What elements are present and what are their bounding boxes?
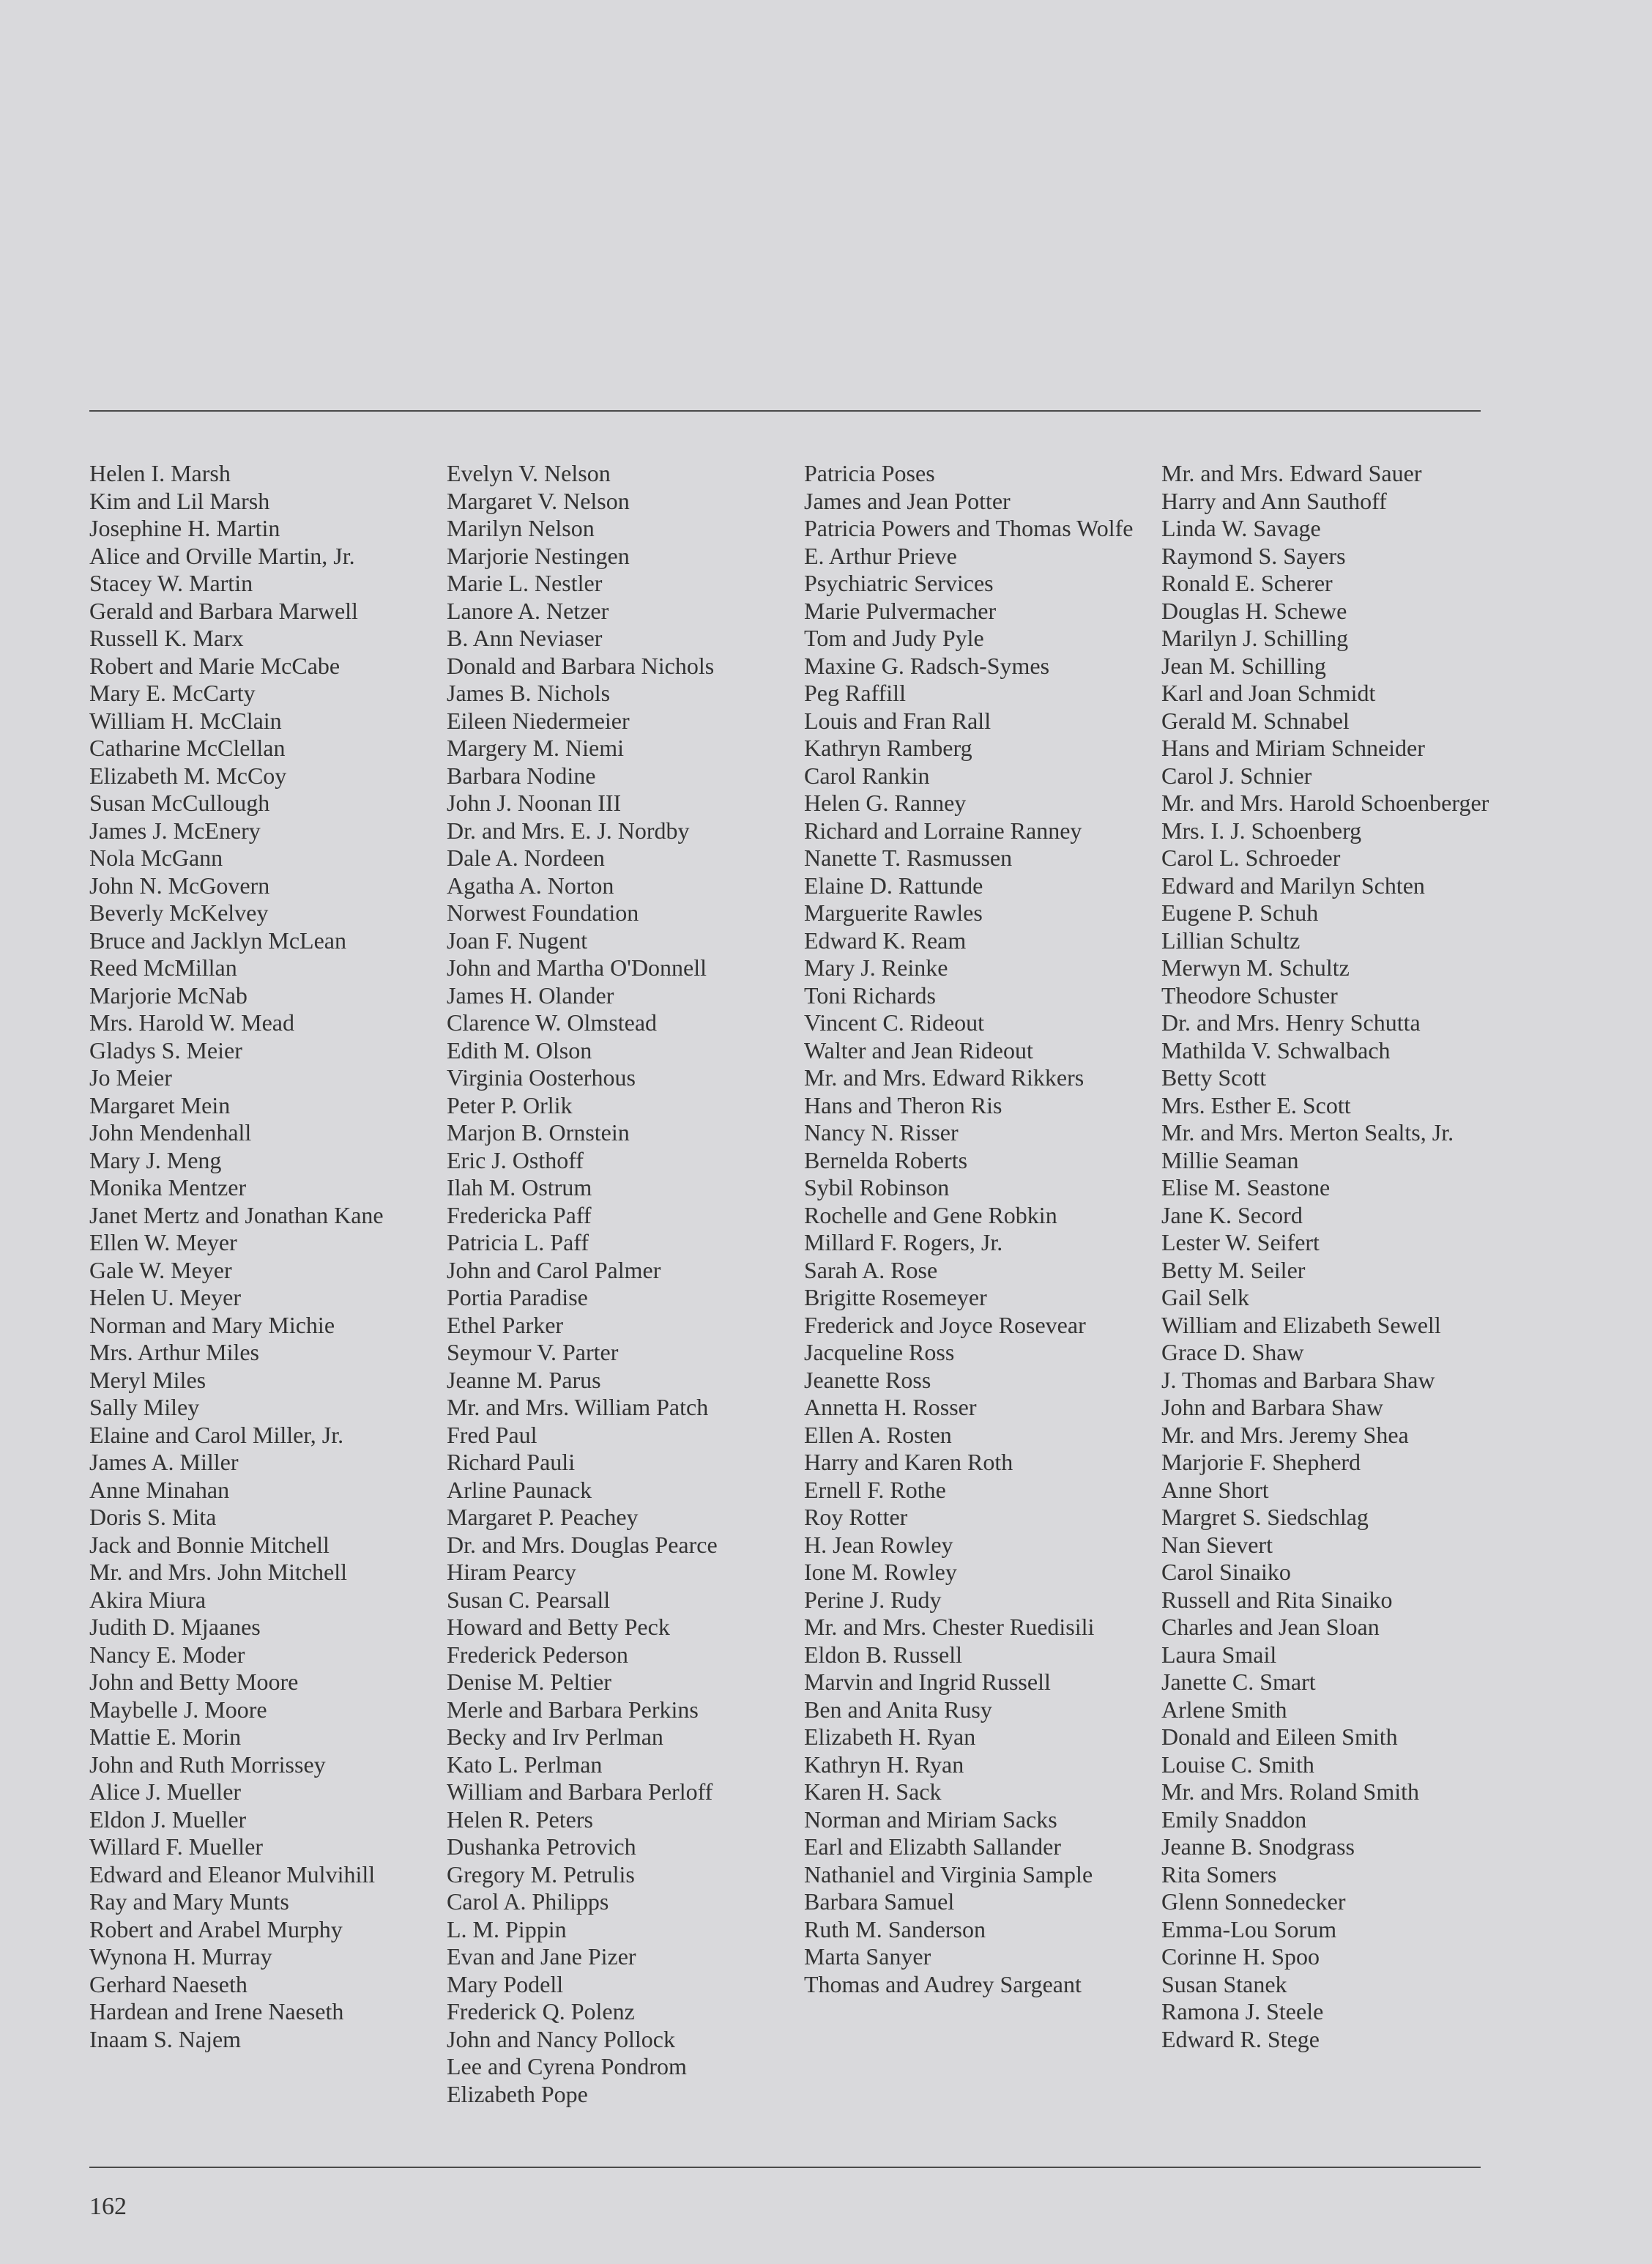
donor-name: Merle and Barbara Perkins [447,1696,699,1723]
donor-name: Mr. and Mrs. John Mitchell [89,1559,347,1585]
donor-name: Portia Paradise [447,1284,588,1310]
donor-name: Vincent C. Rideout [804,1009,985,1036]
donor-name: Hiram Pearcy [447,1559,576,1585]
donor-name: Sybil Robinson [804,1174,950,1200]
donor-name: Richard Pauli [447,1449,576,1475]
donor-name: Eric J. Osthoff [447,1146,584,1173]
donor-name: Lanore A. Netzer [447,597,609,624]
donor-name: Ramona J. Steele [1161,1998,1324,2024]
donor-name: Nan Sievert [1161,1531,1273,1558]
donor-name: Mattie E. Morin [89,1723,242,1750]
donor-name: Kim and Lil Marsh [89,487,270,514]
donor-name: Margaret Mein [89,1091,231,1118]
donor-name: Frederick Q. Polenz [447,1998,635,2024]
donor-name: Elizabeth M. McCoy [89,762,287,789]
donor-name: Carol Sinaiko [1161,1559,1291,1585]
donor-name: Mr. and Mrs. Edward Rikkers [804,1064,1084,1091]
donor-column-2 [447,460,804,2108]
donor-name: Patricia L. Paff [447,1229,589,1255]
donor-name: Toni Richards [804,981,936,1009]
donor-name: Louise C. Smith [1161,1751,1314,1778]
donor-name: John and Ruth Morrissey [89,1751,326,1778]
donor-name: Bruce and Jacklyn McLean [89,927,346,954]
donor-name: Helen I. Marsh [89,460,231,486]
donor-name: Kathryn Ramberg [804,735,972,761]
donor-name: Ethel Parker [447,1311,564,1338]
donor-name: Tom and Judy Pyle [804,625,984,651]
donor-name: Marvin and Ingrid Russell [804,1669,1051,1695]
donor-name: Virginia Oosterhous [447,1064,636,1091]
donor-name: Louis and Fran Rall [804,707,991,734]
donor-name: Donald and Eileen Smith [1161,1723,1398,1750]
donor-name: Ellen A. Rosten [804,1421,952,1448]
donor-name: Eileen Niedermeier [447,707,630,734]
donor-name: Emma-Lou Sorum [1161,1915,1337,1942]
donor-name: Mr. and Mrs. Merton Sealts, Jr. [1161,1119,1454,1146]
donor-name: Jeanette Ross [804,1366,931,1393]
donor-name: Meryl Miles [89,1366,206,1393]
donor-name: Ione M. Rowley [804,1559,957,1585]
donor-name: Nola McGann [89,845,223,871]
donor-name: Robert and Arabel Murphy [89,1915,343,1942]
donor-name: Edward and Eleanor Mulvihill [89,1860,376,1888]
donor-name: Russell and Rita Sinaiko [1161,1586,1393,1613]
donor-name: Lee and Cyrena Pondrom [447,2053,687,2079]
donor-name: Annetta H. Rosser [804,1394,977,1420]
donor-name: Mary E. McCarty [89,680,256,706]
donor-name: Douglas H. Schewe [1161,597,1347,624]
donor-name: Lillian Schultz [1161,927,1301,954]
donor-name: Carol J. Schnier [1161,762,1312,789]
donor-name: John and Carol Palmer [447,1256,661,1283]
donor-name: James H. Olander [447,981,614,1009]
donor-name: John and Barbara Shaw [1161,1394,1384,1420]
donor-name: E. Arthur Prieve [804,542,957,569]
donor-name: Barbara Nodine [447,762,596,789]
donor-name: Kato L. Perlman [447,1751,603,1778]
donor-name: Janette C. Smart [1161,1669,1316,1695]
donor-name: Merwyn M. Schultz [1161,954,1350,981]
donor-name: Margaret V. Nelson [447,487,630,514]
donor-name: Karl and Joan Schmidt [1161,680,1376,706]
donor-name: Arline Paunack [447,1476,592,1503]
donor-name: Elaine and Carol Miller, Jr. [89,1421,344,1448]
donor-name: Sarah A. Rose [804,1256,938,1283]
donor-name: Jeanne M. Parus [447,1366,601,1393]
donor-name: Barbara Samuel [804,1888,955,1915]
donor-name: Anne Short [1161,1476,1269,1503]
donor-name: Laura Smail [1161,1641,1277,1668]
donor-name: Nanette T. Rasmussen [804,845,1013,871]
donor-name: Nancy N. Risser [804,1119,959,1146]
donor-name: Marguerite Rawles [804,899,983,926]
donor-name: Mr. and Mrs. Harold Schoenberger [1161,790,1489,816]
donor-name: Norman and Mary Michie [89,1311,335,1338]
donor-name: Thomas and Audrey Sargeant [804,1970,1082,1997]
donor-name: Mrs. Harold W. Mead [89,1009,294,1036]
donor-name: L. M. Pippin [447,1915,567,1942]
donor-name: Marjorie F. Shepherd [1161,1449,1361,1475]
donor-name: Mathilda V. Schwalbach [1161,1036,1391,1064]
donor-name: Dr. and Mrs. E. J. Nordby [447,817,690,844]
donor-name: Hans and Theron Ris [804,1091,1002,1118]
donor-name: Gerald and Barbara Marwell [89,597,358,624]
donor-name: Mrs. Arthur Miles [89,1339,259,1365]
donor-name: Willard F. Mueller [89,1833,263,1860]
donor-name: Gale W. Meyer [89,1256,232,1283]
donor-name: Marta Sanyer [804,1943,931,1970]
donor-name: Josephine H. Martin [89,515,280,541]
donor-name: Susan C. Pearsall [447,1586,611,1613]
donor-name: Nancy E. Moder [89,1641,245,1668]
donor-name: John and Martha O'Donnell [447,954,707,981]
donor-name: Ellen W. Meyer [89,1229,237,1255]
donor-name: Marie Pulvermacher [804,597,997,624]
donor-name: Theodore Schuster [1161,981,1338,1009]
donor-name: Carol Rankin [804,762,930,789]
donor-name: Jack and Bonnie Mitchell [89,1531,330,1558]
donor-name: Fredericka Paff [447,1201,592,1228]
donor-name: William H. McClain [89,707,282,734]
donor-name: John J. Noonan III [447,790,622,816]
donor-name: Linda W. Savage [1161,515,1321,541]
donor-name: Ronald E. Scherer [1161,570,1333,596]
donor-name: Carol L. Schroeder [1161,845,1341,871]
donor-name: Walter and Jean Rideout [804,1036,1033,1064]
donor-name: Gail Selk [1161,1284,1249,1310]
donor-name: Marie L. Nestler [447,570,603,596]
donor-name: Catharine McClellan [89,735,286,761]
donor-name: Dr. and Mrs. Douglas Pearce [447,1531,718,1558]
donor-name: Mr. and Mrs. Chester Ruedisili [804,1614,1095,1640]
donor-name: Janet Mertz and Jonathan Kane [89,1201,384,1228]
donor-name: Gregory M. Petrulis [447,1860,635,1888]
donor-name: Akira Miura [89,1586,206,1613]
donor-name: Fred Paul [447,1421,537,1448]
donor-name: Evan and Jane Pizer [447,1943,636,1970]
donor-name: Maxine G. Radsch-Symes [804,652,1050,679]
donor-name: Nathaniel and Virginia Sample [804,1860,1093,1888]
donor-name: Jean M. Schilling [1161,652,1326,679]
donor-name: Inaam S. Najem [89,2025,242,2052]
donor-name: Doris S. Mita [89,1504,217,1530]
donor-name: Kathryn H. Ryan [804,1751,964,1778]
donor-name: Lester W. Seifert [1161,1229,1320,1255]
donor-name: Peg Raffill [804,680,906,706]
donor-name: Hans and Miriam Schneider [1161,735,1425,761]
donor-name: Monika Mentzer [89,1174,247,1200]
donor-name: Mr. and Mrs. Roland Smith [1161,1778,1420,1805]
donor-name: Howard and Betty Peck [447,1614,670,1640]
donor-name: Dale A. Nordeen [447,845,605,871]
donor-name: William and Barbara Perloff [447,1778,713,1805]
donor-column-3 [804,460,1161,2108]
donor-name: James B. Nichols [447,680,611,706]
donor-name: Wynona H. Murray [89,1943,272,1970]
donor-name: Marilyn Nelson [447,515,595,541]
donor-name: Gerald M. Schnabel [1161,707,1350,734]
donor-name: Marilyn J. Schilling [1161,625,1349,651]
donor-list [89,460,1495,2108]
donor-name: Gladys S. Meier [89,1036,242,1064]
donor-name: Susan Stanek [1161,1970,1287,1997]
donor-name: Gerhard Naeseth [89,1970,248,1997]
donor-name: Marjorie McNab [89,981,248,1009]
donor-name: Susan McCullough [89,790,270,816]
donor-column-1 [89,460,447,2108]
donor-name: Stacey W. Martin [89,570,253,596]
donor-name: Ruth M. Sanderson [804,1915,986,1942]
donor-name: Mrs. Esther E. Scott [1161,1091,1351,1118]
donor-name: Robert and Marie McCabe [89,652,341,679]
donor-name: Joan F. Nugent [447,927,588,954]
donor-name: Karen H. Sack [804,1778,942,1805]
donor-name: Grace D. Shaw [1161,1339,1304,1365]
donor-name: Eugene P. Schuh [1161,899,1319,926]
donor-name: Ray and Mary Munts [89,1888,289,1915]
donor-name: Jacqueline Ross [804,1339,955,1365]
donor-name: Ernell F. Rothe [804,1476,946,1503]
donor-name: B. Ann Neviaser [447,625,603,651]
donor-name: Elizabeth Pope [447,2080,588,2107]
donor-name: Margery M. Niemi [447,735,625,761]
donor-name: Psychiatric Services [804,570,994,596]
donor-name: Agatha A. Norton [447,872,614,899]
donor-name: Beverly McKelvey [89,899,269,926]
donor-name: Eldon B. Russell [804,1641,963,1668]
donor-name: Raymond S. Sayers [1161,542,1346,569]
donor-name: Helen R. Peters [447,1805,593,1833]
donor-name: Mrs. I. J. Schoenberg [1161,817,1362,844]
donor-name: Ilah M. Ostrum [447,1174,592,1200]
donor-name: Harry and Ann Sauthoff [1161,487,1387,514]
donor-name: Emily Snaddon [1161,1805,1307,1833]
donor-name: Russell K. Marx [89,625,244,651]
donor-name: Dushanka Petrovich [447,1833,636,1860]
bottom-rule [89,2167,1481,2168]
donor-name: Harry and Karen Roth [804,1449,1013,1475]
donor-name: James and Jean Potter [804,487,1011,514]
donor-name: Glenn Sonnedecker [1161,1888,1346,1915]
donor-name: Judith D. Mjaanes [89,1614,261,1640]
donor-name: Jane K. Secord [1161,1201,1303,1228]
donor-name: Clarence W. Olmstead [447,1009,658,1036]
donor-name: Brigitte Rosemeyer [804,1284,987,1310]
donor-name: Millie Seaman [1161,1146,1299,1173]
donor-name: Becky and Irv Perlman [447,1723,663,1750]
donor-name: Mary J. Reinke [804,954,948,981]
donor-name: Betty Scott [1161,1064,1267,1091]
donor-name: Rochelle and Gene Robkin [804,1201,1057,1228]
donor-name: Patricia Poses [804,460,935,486]
donor-name: John and Betty Moore [89,1669,299,1695]
donor-name: Helen G. Ranney [804,790,967,816]
page-number: 162 [89,2193,127,2220]
donor-name: Margret S. Siedschlag [1161,1504,1369,1530]
donor-name: Millard F. Rogers, Jr. [804,1229,1003,1255]
donor-name: Ben and Anita Rusy [804,1696,992,1723]
donor-name: John N. McGovern [89,872,270,899]
donor-name: William and Elizabeth Sewell [1161,1311,1441,1338]
donor-name: Maybelle J. Moore [89,1696,267,1723]
donor-name: Marjorie Nestingen [447,542,630,569]
donor-name: Elise M. Seastone [1161,1174,1331,1200]
top-rule [89,410,1481,412]
donor-name: Dr. and Mrs. Henry Schutta [1161,1009,1421,1036]
donor-name: Mary J. Meng [89,1146,222,1173]
donor-name: Anne Minahan [89,1476,230,1503]
donor-name: Helen U. Meyer [89,1284,242,1310]
donor-name: Richard and Lorraine Ranney [804,817,1082,844]
donor-name: Charles and Jean Sloan [1161,1614,1380,1640]
donor-name: Edward R. Stege [1161,2025,1320,2052]
donor-name: Donald and Barbara Nichols [447,652,715,679]
donor-name: Corinne H. Spoo [1161,1943,1320,1970]
donor-column-4 [1161,460,1519,2108]
donor-name: Arlene Smith [1161,1696,1287,1723]
donor-name: H. Jean Rowley [804,1531,953,1558]
donor-name: Eldon J. Mueller [89,1805,247,1833]
donor-name: Jeanne B. Snodgrass [1161,1833,1355,1860]
donor-name: Mary Podell [447,1970,564,1997]
donor-name: Rita Somers [1161,1860,1277,1888]
donor-name: Frederick and Joyce Rosevear [804,1311,1086,1338]
donor-name: Betty M. Seiler [1161,1256,1306,1283]
donor-name: Roy Rotter [804,1504,908,1530]
donor-name: Bernelda Roberts [804,1146,968,1173]
donor-name: James J. McEnery [89,817,261,844]
donor-name: Frederick Pederson [447,1641,628,1668]
donor-name: Patricia Powers and Thomas Wolfe [804,515,1134,541]
donor-name: Elizabeth H. Ryan [804,1723,976,1750]
donor-name: Edward K. Ream [804,927,967,954]
donor-name: Mr. and Mrs. Edward Sauer [1161,460,1422,486]
donor-name: Hardean and Irene Naeseth [89,1998,344,2024]
donor-name: Reed McMillan [89,954,237,981]
donor-name: Mr. and Mrs. William Patch [447,1394,709,1420]
donor-name: J. Thomas and Barbara Shaw [1161,1366,1435,1393]
donor-name: Mr. and Mrs. Jeremy Shea [1161,1421,1409,1448]
donor-name: Marjon B. Ornstein [447,1119,630,1146]
donor-name: James A. Miller [89,1449,239,1475]
donor-name: Edward and Marilyn Schten [1161,872,1425,899]
donor-name: Jo Meier [89,1064,172,1091]
donor-name: John and Nancy Pollock [447,2025,675,2052]
donor-name: Seymour V. Parter [447,1339,619,1365]
donor-name: Earl and Elizabth Sallander [804,1833,1061,1860]
donor-name: Carol A. Philipps [447,1888,609,1915]
donor-name: Denise M. Peltier [447,1669,611,1695]
donor-name: Elaine D. Rattunde [804,872,983,899]
donor-name: Norwest Foundation [447,899,639,926]
donor-name: Norman and Miriam Sacks [804,1805,1057,1833]
donor-name: Alice and Orville Martin, Jr. [89,542,355,569]
donor-name: Margaret P. Peachey [447,1504,639,1530]
donor-name: Peter P. Orlik [447,1091,573,1118]
donor-name: Alice J. Mueller [89,1778,242,1805]
donor-name: Evelyn V. Nelson [447,460,611,486]
donor-name: Sally Miley [89,1394,200,1420]
donor-name: Perine J. Rudy [804,1586,942,1613]
donor-name: John Mendenhall [89,1119,252,1146]
donor-name: Edith M. Olson [447,1036,592,1064]
